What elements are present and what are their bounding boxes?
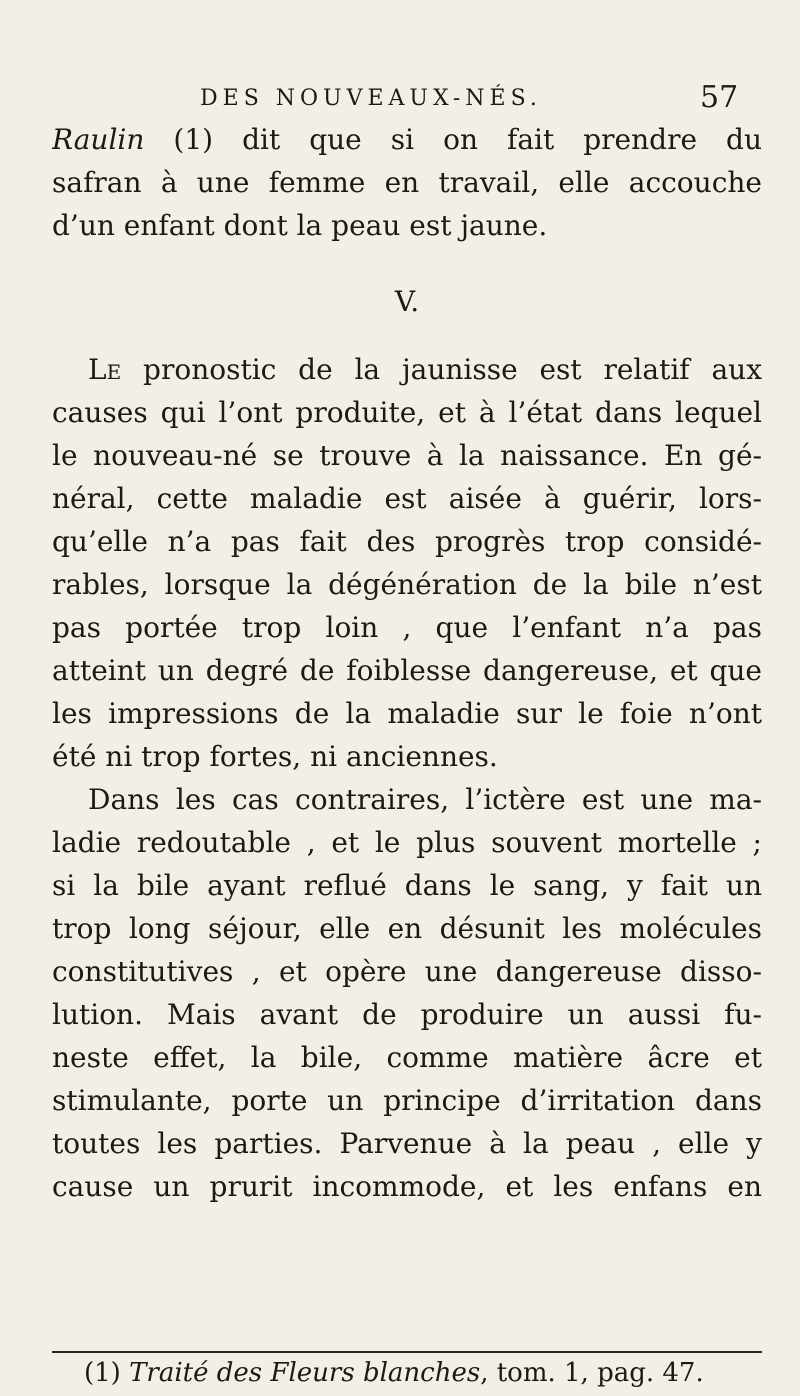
page-header xyxy=(0,80,800,120)
body-text xyxy=(52,118,762,1208)
footnote-marker: (1) xyxy=(84,1358,130,1388)
paragraph-2-line-3: le nouveau-né se trouve à la naissance. En gé- xyxy=(52,439,762,472)
footnote-title: Traité des Fleurs blanches xyxy=(129,1358,481,1388)
paragraph-3-line-5: constitutives , et opère une dangereuse disso- xyxy=(52,955,762,988)
dropcap-word: Le xyxy=(88,353,122,386)
paragraph-2-line-7: pas portée trop loin , que l’enfant n’a pas xyxy=(52,611,762,644)
text-line: pronostic de la jaunisse est relatif aux xyxy=(121,353,762,386)
author-name: Raulin xyxy=(52,123,145,156)
paragraph-1-line-1 xyxy=(52,118,762,161)
paragraph-2-line-5: qu’elle n’a pas fait des progrès trop considé- xyxy=(52,525,762,558)
section-heading: V. xyxy=(394,285,420,318)
footnote xyxy=(84,1358,764,1388)
paragraph-2-line-2: causes qui l’ont produite, et à l’état dans lequel xyxy=(52,396,762,429)
paragraph-2-line-6: rables, lorsque la dégénération de la bile n’est xyxy=(52,568,762,601)
paragraph-2-line-9: les impressions de la maladie sur le foie n’ont xyxy=(52,697,762,730)
paragraph-2-line-10: été ni trop fortes, ni anciennes. xyxy=(52,740,498,773)
paragraph-3-line-9: toutes les parties. Parvenue à la peau , elle y xyxy=(52,1127,762,1160)
paragraph-3-line-6: lution. Mais avant de produire un aussi fu- xyxy=(52,998,762,1031)
footnote-rest: , tom. 1, pag. 47. xyxy=(480,1358,704,1388)
paragraph-3-line-1: Dans les cas contraires, l’ictère est une ma- xyxy=(88,783,762,816)
paragraph-1-line-3: d’un enfant dont la peau est jaune. xyxy=(52,209,548,242)
paragraph-2-line-4: néral, cette maladie est aisée à guérir, lors- xyxy=(52,482,762,515)
running-title: DES NOUVEAUX-NÉS. xyxy=(200,86,542,111)
footnote-ref: (1) xyxy=(144,123,214,156)
paragraph-3-line-7: neste effet, la bile, comme matière âcre et xyxy=(52,1041,762,1074)
paragraph-1-line-2: safran à une femme en travail, elle accouche xyxy=(52,166,762,199)
paragraph-3-line-4: trop long séjour, elle en désunit les molécules xyxy=(52,912,762,945)
paragraph-2-line-8: atteint un degré de foiblesse dangereuse, et que xyxy=(52,654,762,687)
footnote-rule xyxy=(52,1351,762,1353)
paragraph-3-line-3: si la bile ayant reflué dans le sang, y fait un xyxy=(52,869,762,902)
text-line: dit que si on fait prendre du xyxy=(213,123,762,156)
page-number: 57 xyxy=(700,80,739,115)
paragraph-3-line-2: ladie redoutable , et le plus souvent mortelle ; xyxy=(52,826,762,859)
paragraph-3-line-8: stimulante, porte un principe d’irritation dans xyxy=(52,1084,762,1117)
paragraph-2-line-1 xyxy=(52,348,762,391)
paragraph-3-line-10: cause un prurit incommode, et les enfans en xyxy=(52,1170,762,1203)
